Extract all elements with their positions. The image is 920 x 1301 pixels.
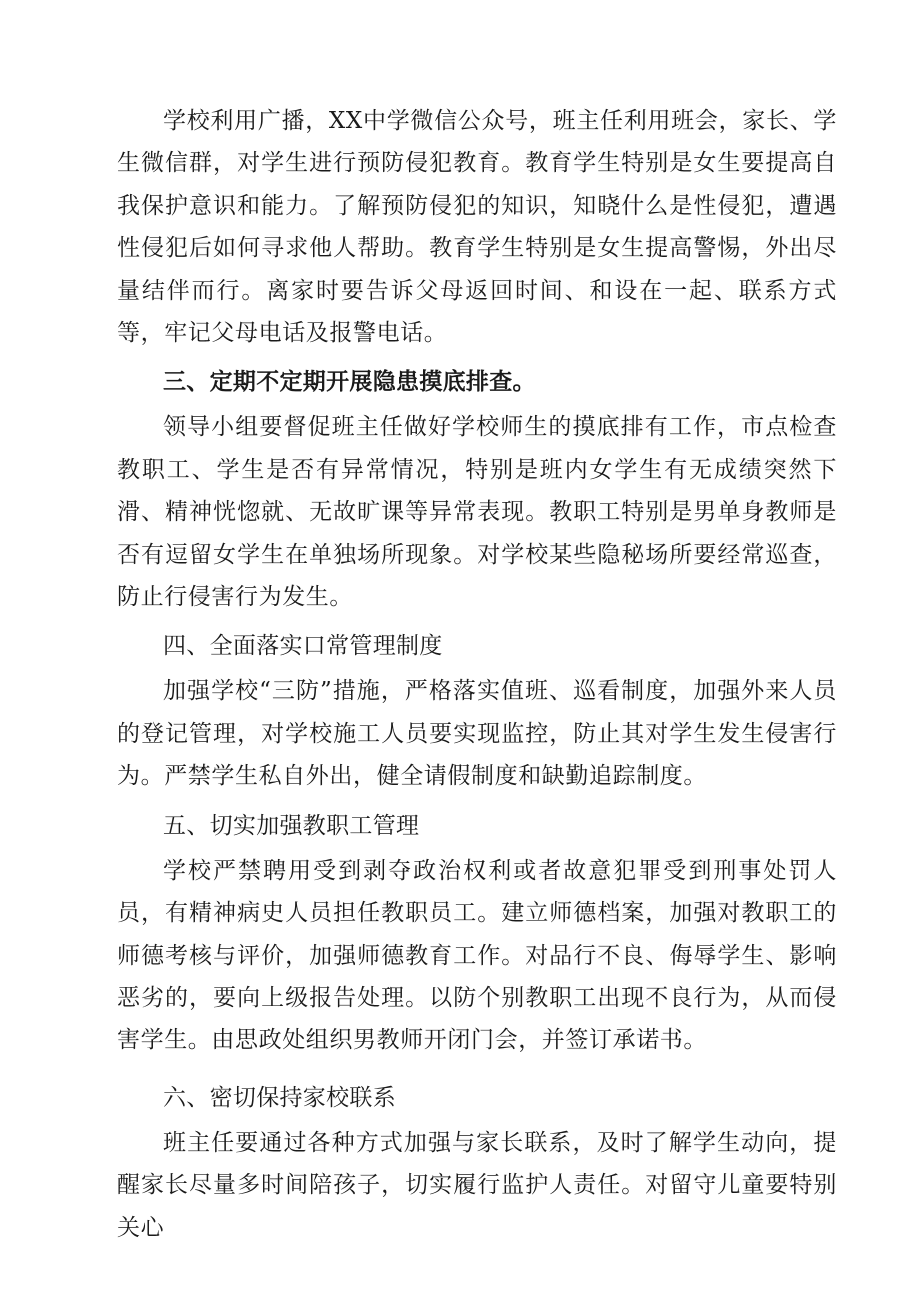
- section-body-6: 班主任要通过各种方式加强与家长联系，及时了解学生动向，提醒家长尽量多时间陪孩子，切实履行监护人责任。对留守儿童要特别关心: [117, 1129, 837, 1241]
- section-heading-5: 五、切实加强教职工管理: [163, 812, 420, 839]
- document-body: [117, 100, 837, 1249]
- intro-paragraph: 学校利用广播，XX中学微信公众号，班主任利用班会，家长、学生微信群，对学生进行预防侵犯教育。教育学生特别是女生要提高自我保护意识和能力。了解预防侵犯的知识，知晓什么是性侵犯，遭遇性侵犯后如何寻求他人帮助。教育学生特别是女生提高警惕，外出尽量结伴而行。离家时要告诉父母返回时间、和设在一起、联系方式等，牢记父母电话及报警电话。: [117, 108, 837, 347]
- section-heading-6: 六、密切保持家校联系: [163, 1084, 396, 1111]
- section-body-3: 领导小组要督促班主任做好学校师生的摸底排有工作，市点检查教职工、学生是否有异常情况，特别是班内女学生有无成绩突然下滑、精神恍惚就、无故旷课等异常表现。教职工特别是男单身教师是否有逗留女学生在单独场所现象。对学校某些隐秘场所要经常巡查，防止行侵害行为发生。: [117, 414, 837, 611]
- section-heading-3: 三、定期不定期开展隐患摸底排查。: [163, 369, 536, 396]
- section-heading-4: 四、全面落实口常管理制度: [163, 633, 443, 660]
- section-body-4: 加强学校“三防”措施，严格落实值班、巡看制度，加强外来人员的登记管理，对学校施工人员要实现监控，防止其对学生发生侵害行为。严禁学生私自外出，健全请假制度和缺勤追踪制度。: [117, 678, 837, 790]
- section-body-5: 学校严禁聘用受到剥夺政治权利或者故意犯罪受到刑事处罚人员，有精神病史人员担任教职员工。建立师德档案，加强对教职工的师德考核与评价，加强师德教育工作。对品行不良、侮辱学生、影响恶劣的，要向上级报告处理。以防个别教职工出现不良行为，从而侵害学生。由思政处组织男教师开闭门会，并签订承诺书。: [117, 857, 837, 1054]
